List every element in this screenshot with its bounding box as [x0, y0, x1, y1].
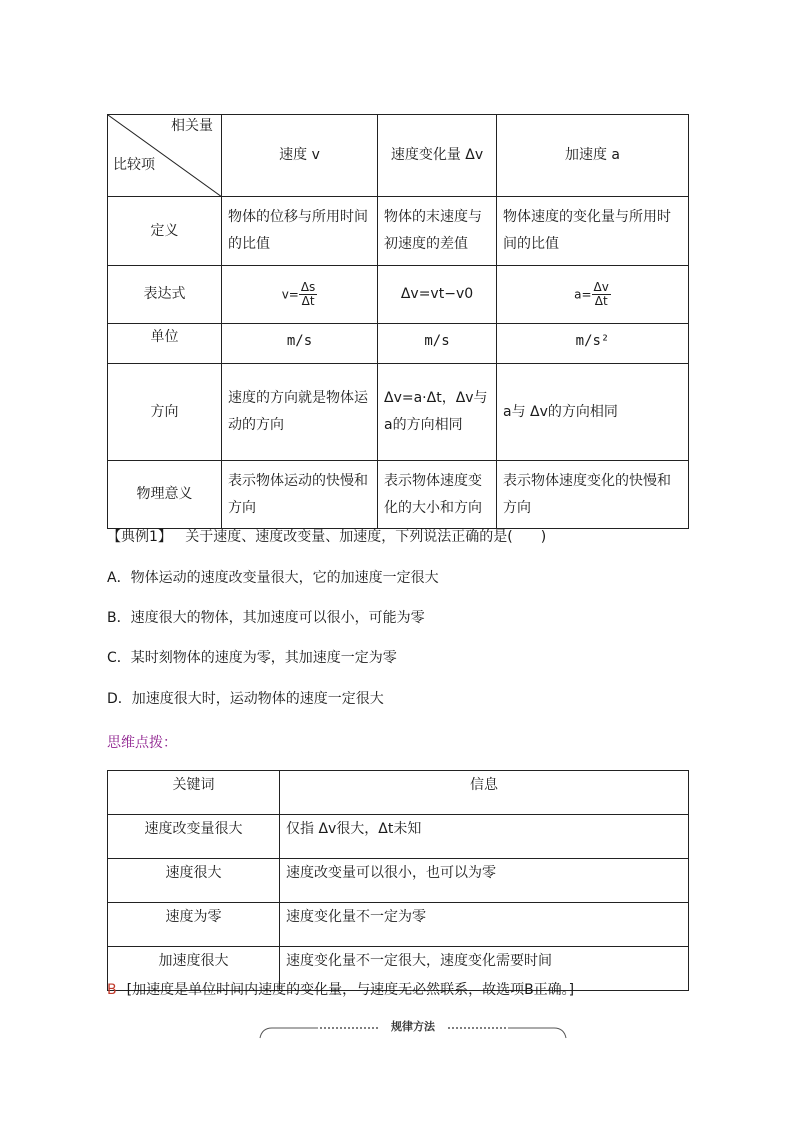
banner-title: 规律方法 [391, 1020, 435, 1033]
answer-explanation [107, 979, 574, 999]
option-a: A．物体运动的速度改变量很大，它的加速度一定很大 [107, 570, 439, 586]
cell-dir-velocity-change: Δv=a·Δt，Δv与a的方向相同 [378, 364, 497, 461]
fraction-denominator: Δt [301, 293, 315, 308]
cell-unit-velocity-change: m/s [378, 324, 497, 364]
col-header-velocity-change: 速度变化量 Δv [378, 115, 497, 197]
example-question-text: 关于速度、速度改变量、加速度，下列说法正确的是( ) [185, 529, 547, 545]
keyword-cell: 速度很大 [108, 859, 280, 903]
row-label-definition: 定义 [108, 197, 222, 266]
fraction [592, 281, 611, 308]
cell-expr-acceleration [497, 266, 689, 324]
table-row [108, 266, 689, 324]
option-d: D．加速度很大时，运动物体的速度一定很大 [107, 691, 384, 707]
header-comparison-item: 比较项 [113, 157, 155, 173]
fraction-denominator: Δt [594, 293, 608, 308]
header-related-quantity: 相关量 [171, 118, 213, 134]
cell-meaning-acceleration: 表示物体速度变化的快慢和方向 [497, 461, 689, 529]
info-cell: 速度变化量不一定很大，速度变化需要时间 [280, 947, 689, 991]
row-label-unit: 单位 [108, 324, 222, 364]
option-b: B．速度很大的物体，其加速度可以很小，可能为零 [107, 610, 425, 626]
table-row [108, 859, 689, 903]
expr-lhs: a= [574, 287, 592, 302]
cell-dir-acceleration: a与 Δv的方向相同 [497, 364, 689, 461]
info-cell: 速度变化量不一定为零 [280, 903, 689, 947]
cell-meaning-velocity-change: 表示物体速度变化的大小和方向 [378, 461, 497, 529]
table-row [108, 815, 689, 859]
table-header-row [108, 115, 689, 197]
cell-def-velocity: 物体的位移与所用时间的比值 [222, 197, 378, 266]
keyword-table [107, 770, 689, 991]
col-header-info: 信息 [280, 771, 689, 815]
info-cell: 仅指 Δv很大，Δt未知 [280, 815, 689, 859]
col-header-acceleration: 加速度 a [497, 115, 689, 197]
info-cell: 速度改变量可以很小，也可以为零 [280, 859, 689, 903]
example-tag: 【典例1】 [107, 529, 172, 545]
fraction-numerator: Δs [300, 279, 316, 294]
fraction [299, 281, 317, 308]
expr-lhs: v= [281, 287, 299, 302]
cell-unit-velocity: m/s [222, 324, 378, 364]
row-label-direction: 方向 [108, 364, 222, 461]
col-header-keyword: 关键词 [108, 771, 280, 815]
col-header-velocity: 速度 v [222, 115, 378, 197]
answer-text: [加速度是单位时间内速度的变化量，与速度无必然联系，故选项B正确。] [126, 982, 575, 998]
fraction-numerator: Δv [593, 279, 609, 294]
answer-letter: B [107, 982, 117, 998]
table-row [108, 903, 689, 947]
cell-expr-velocity [222, 266, 378, 324]
thinking-tip-heading: 思维点拨： [107, 735, 177, 751]
cell-meaning-velocity: 表示物体运动的快慢和方向 [222, 461, 378, 529]
example-question [107, 527, 546, 547]
table-row [108, 461, 689, 529]
cell-expr-velocity-change: Δv=vt−v0 [378, 266, 497, 324]
comparison-table [107, 114, 689, 529]
cell-unit-acceleration: m/s² [497, 324, 689, 364]
row-label-meaning: 物理意义 [108, 461, 222, 529]
table-row [108, 324, 689, 364]
row-label-expression: 表达式 [108, 266, 222, 324]
section-banner [258, 1018, 568, 1042]
keyword-cell: 速度为零 [108, 903, 280, 947]
keyword-cell: 加速度很大 [108, 947, 280, 991]
keyword-cell: 速度改变量很大 [108, 815, 280, 859]
cell-def-acceleration: 物体速度的变化量与所用时间的比值 [497, 197, 689, 266]
table-header-row [108, 771, 689, 815]
cell-def-velocity-change: 物体的末速度与初速度的差值 [378, 197, 497, 266]
option-c: C．某时刻物体的速度为零，其加速度一定为零 [107, 650, 397, 666]
diagonal-header-cell [108, 115, 222, 197]
table-row [108, 364, 689, 461]
table-row [108, 197, 689, 266]
cell-dir-velocity: 速度的方向就是物体运动的方向 [222, 364, 378, 461]
